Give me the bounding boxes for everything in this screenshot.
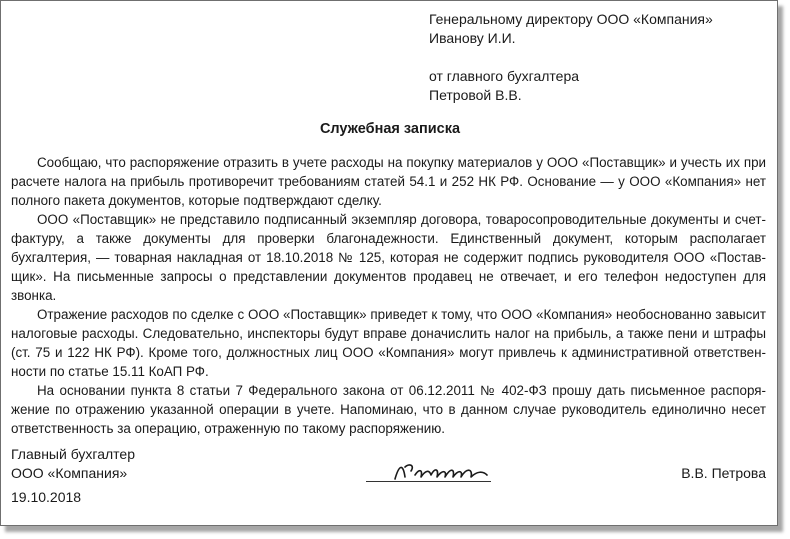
memo-body xyxy=(11,153,766,438)
signer-organization: ООО «Компания» xyxy=(11,465,128,481)
memo-paragraph: ООО «Поставщик» не представило подписанный экземпляр договора, товаросопроводительные документы и счет-фактуру, а также документы для проверки благонадежности. Единственный документ, которым располагает бухгалтерия, — товарная накладная от 18.10.2018 № 125, которая не содержит подпись руководителя ООО «Поставщик». На письменные запросы о представлении документов продавец не отвечает, и его телефон недоступен для звонка. xyxy=(11,212,766,303)
memo-paragraph: Сообщаю, что распоряжение отразить в учете расходы на покупку материалов у ООО «Поставщик» и учесть их при расчете налога на прибыль противоречит требованиям статей 54.1 и 252 НК РФ. Основание — у ООО «Компания» нет полного пакета документов, которые подтверждают сделку. xyxy=(11,155,766,208)
document-date: 19.10.2018 xyxy=(11,489,82,505)
addressee-sender-position: от главного бухгалтера xyxy=(429,68,580,84)
memo-paragraph: На основании пункта 8 статьи 7 Федерального закона от 06.12.2011 № 402-ФЗ прошу дать письменное распоряжение по отражению указанной операции в учете. Напоминаю, что в данном случае руководитель единолично несет ответственность за операцию, отраженную по такому распоряжению. xyxy=(11,383,766,436)
signer-position: Главный бухгалтер xyxy=(11,446,135,462)
handwritten-signature xyxy=(391,459,491,483)
addressee-recipient-name: Иванову И.И. xyxy=(429,30,516,46)
addressee-recipient-position: Генеральному директору ООО «Компания» xyxy=(429,11,713,27)
memo-paragraph: Отражение расходов по сделке с ООО «Поставщик» приведет к тому, что ООО «Компания» необоснованно завысит налоговые расходы. Следовательно, инспекторы будут вправе доначислить налог на прибыль, а также пени и штрафы (ст. 75 и 122 НК РФ). Кроме того, должностных лиц ООО «Компания» могут привлечь к административной ответственности по статье 15.11 КоАП РФ. xyxy=(11,307,766,379)
signature-line xyxy=(366,481,491,482)
document-title: Служебная записка xyxy=(319,121,461,137)
addressee-block xyxy=(429,10,713,105)
signer-name: В.В. Петрова xyxy=(681,465,766,481)
addressee-sender-name: Петровой В.В. xyxy=(429,87,522,103)
addressee-spacer xyxy=(429,48,713,67)
